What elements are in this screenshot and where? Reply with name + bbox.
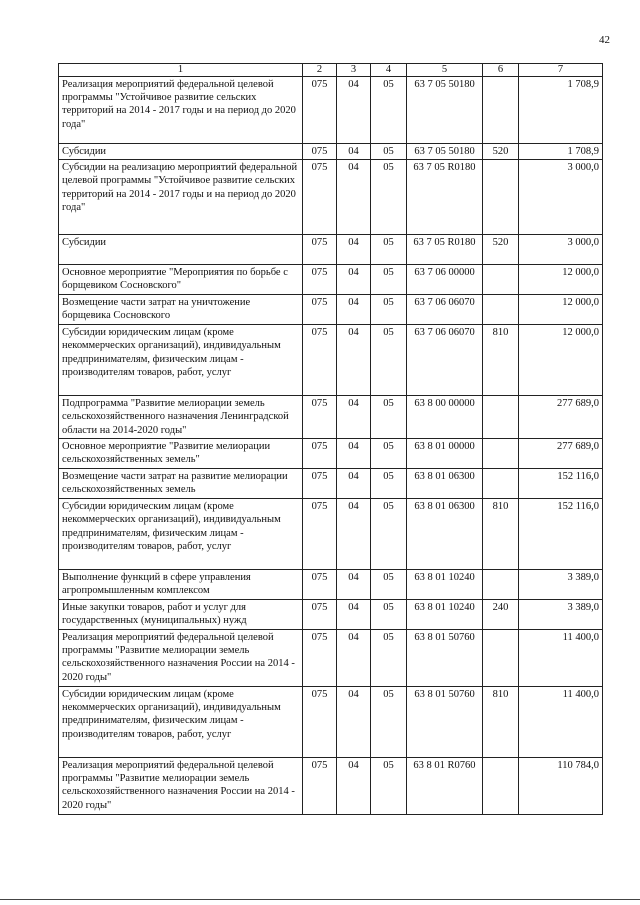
row-expense-type <box>483 294 519 324</box>
header-col-3: 3 <box>337 64 371 77</box>
row-chapter: 075 <box>303 468 337 498</box>
row-section: 04 <box>337 629 371 686</box>
table-row <box>59 629 603 686</box>
row-expense-type <box>483 439 519 469</box>
row-amount: 277 689,0 <box>519 395 603 438</box>
row-subsection: 05 <box>371 686 407 757</box>
row-name: Субсидии на реализацию мероприятий федеральной целевой программы "Устойчивое развитие сельских территорий на 2014 - 2017 годы и на период до 2020 года" <box>59 159 303 234</box>
scan-edge-line <box>0 899 640 900</box>
row-name: Реализация мероприятий федеральной целевой программы "Развитие мелиорации земель сельскохозяйственного назначения России на 2014 - 2020 годы" <box>59 757 303 814</box>
row-expense-type: 520 <box>483 143 519 159</box>
row-name: Основное мероприятие "Развитие мелиорации сельскохозяйственных земель" <box>59 439 303 469</box>
row-expense-type <box>483 264 519 294</box>
table-row <box>59 143 603 159</box>
row-expense-type: 810 <box>483 324 519 395</box>
row-target-code: 63 8 01 R0760 <box>407 757 483 814</box>
row-chapter: 075 <box>303 324 337 395</box>
row-expense-type <box>483 629 519 686</box>
row-target-code: 63 8 01 06300 <box>407 498 483 569</box>
row-name: Возмещение части затрат на развитие мелиорации сельскохозяйственных земель <box>59 468 303 498</box>
row-chapter: 075 <box>303 234 337 264</box>
row-amount: 277 689,0 <box>519 439 603 469</box>
row-chapter: 075 <box>303 599 337 629</box>
row-amount: 3 000,0 <box>519 159 603 234</box>
row-chapter: 075 <box>303 76 337 143</box>
row-subsection: 05 <box>371 234 407 264</box>
header-col-2: 2 <box>303 64 337 77</box>
row-name: Субсидии <box>59 143 303 159</box>
row-target-code: 63 7 06 06070 <box>407 294 483 324</box>
row-name: Основное мероприятие "Мероприятия по борьбе с борщевиком Сосновского" <box>59 264 303 294</box>
row-subsection: 05 <box>371 159 407 234</box>
row-section: 04 <box>337 294 371 324</box>
row-amount: 11 400,0 <box>519 686 603 757</box>
row-section: 04 <box>337 264 371 294</box>
row-section: 04 <box>337 686 371 757</box>
row-expense-type: 810 <box>483 686 519 757</box>
row-section: 04 <box>337 468 371 498</box>
row-expense-type: 240 <box>483 599 519 629</box>
row-target-code: 63 8 01 00000 <box>407 439 483 469</box>
row-name: Возмещение части затрат на уничтожение борщевика Сосновского <box>59 294 303 324</box>
table-row <box>59 686 603 757</box>
table-row <box>59 569 603 599</box>
row-target-code: 63 8 01 50760 <box>407 686 483 757</box>
row-target-code: 63 8 00 00000 <box>407 395 483 438</box>
row-subsection: 05 <box>371 324 407 395</box>
row-expense-type <box>483 468 519 498</box>
row-section: 04 <box>337 159 371 234</box>
row-target-code: 63 7 05 50180 <box>407 143 483 159</box>
table-row <box>59 439 603 469</box>
row-section: 04 <box>337 395 371 438</box>
row-chapter: 075 <box>303 569 337 599</box>
row-amount: 11 400,0 <box>519 629 603 686</box>
row-target-code: 63 7 05 50180 <box>407 76 483 143</box>
row-target-code: 63 7 06 00000 <box>407 264 483 294</box>
table-row <box>59 76 603 143</box>
row-expense-type <box>483 395 519 438</box>
table-row <box>59 159 603 234</box>
row-expense-type <box>483 569 519 599</box>
table-row <box>59 324 603 395</box>
row-chapter: 075 <box>303 686 337 757</box>
row-chapter: 075 <box>303 757 337 814</box>
row-amount: 3 389,0 <box>519 599 603 629</box>
row-target-code: 63 8 01 10240 <box>407 569 483 599</box>
table-row <box>59 264 603 294</box>
table-row <box>59 395 603 438</box>
table-row <box>59 599 603 629</box>
header-col-6: 6 <box>483 64 519 77</box>
row-name: Субсидии юридическим лицам (кроме некоммерческих организаций), индивидуальным предпринимателям, физическим лицам - производителям товаров, работ, услуг <box>59 498 303 569</box>
row-target-code: 63 8 01 10240 <box>407 599 483 629</box>
row-name: Субсидии юридическим лицам (кроме некоммерческих организаций), индивидуальным предпринимателям, физическим лицам - производителям товаров, работ, услуг <box>59 686 303 757</box>
row-name: Подпрограмма "Развитие мелиорации земель сельскохозяйственного назначения Ленинградской области на 2014-2020 годы" <box>59 395 303 438</box>
row-expense-type <box>483 757 519 814</box>
row-amount: 12 000,0 <box>519 324 603 395</box>
row-target-code: 63 7 05 R0180 <box>407 159 483 234</box>
row-section: 04 <box>337 324 371 395</box>
row-expense-type <box>483 76 519 143</box>
row-section: 04 <box>337 569 371 599</box>
row-subsection: 05 <box>371 264 407 294</box>
row-chapter: 075 <box>303 498 337 569</box>
table-row <box>59 757 603 814</box>
row-amount: 12 000,0 <box>519 294 603 324</box>
row-amount: 152 116,0 <box>519 498 603 569</box>
row-expense-type <box>483 159 519 234</box>
row-subsection: 05 <box>371 599 407 629</box>
budget-table <box>58 63 603 815</box>
row-subsection: 05 <box>371 294 407 324</box>
row-chapter: 075 <box>303 143 337 159</box>
row-section: 04 <box>337 439 371 469</box>
row-section: 04 <box>337 599 371 629</box>
row-name: Субсидии <box>59 234 303 264</box>
row-subsection: 05 <box>371 395 407 438</box>
header-col-1: 1 <box>59 64 303 77</box>
row-section: 04 <box>337 234 371 264</box>
header-col-7: 7 <box>519 64 603 77</box>
table-row <box>59 234 603 264</box>
header-col-5: 5 <box>407 64 483 77</box>
header-col-4: 4 <box>371 64 407 77</box>
row-subsection: 05 <box>371 143 407 159</box>
row-amount: 1 708,9 <box>519 143 603 159</box>
table-body <box>59 76 603 814</box>
row-chapter: 075 <box>303 294 337 324</box>
row-subsection: 05 <box>371 569 407 599</box>
row-subsection: 05 <box>371 757 407 814</box>
row-target-code: 63 7 05 R0180 <box>407 234 483 264</box>
table-row <box>59 498 603 569</box>
row-chapter: 075 <box>303 264 337 294</box>
row-amount: 12 000,0 <box>519 264 603 294</box>
row-name: Субсидии юридическим лицам (кроме некоммерческих организаций), индивидуальным предпринимателям, физическим лицам - производителям товаров, работ, услуг <box>59 324 303 395</box>
row-amount: 152 116,0 <box>519 468 603 498</box>
table-header-row <box>59 64 603 77</box>
row-subsection: 05 <box>371 629 407 686</box>
row-subsection: 05 <box>371 439 407 469</box>
row-chapter: 075 <box>303 439 337 469</box>
row-section: 04 <box>337 143 371 159</box>
row-subsection: 05 <box>371 76 407 143</box>
row-expense-type: 520 <box>483 234 519 264</box>
row-amount: 110 784,0 <box>519 757 603 814</box>
row-amount: 3 389,0 <box>519 569 603 599</box>
table-row <box>59 294 603 324</box>
row-chapter: 075 <box>303 159 337 234</box>
row-amount: 3 000,0 <box>519 234 603 264</box>
row-section: 04 <box>337 757 371 814</box>
row-subsection: 05 <box>371 498 407 569</box>
row-chapter: 075 <box>303 395 337 438</box>
row-target-code: 63 8 01 50760 <box>407 629 483 686</box>
row-chapter: 075 <box>303 629 337 686</box>
row-name: Выполнение функций в сфере управления агропромышленным комплексом <box>59 569 303 599</box>
row-section: 04 <box>337 498 371 569</box>
table-row <box>59 468 603 498</box>
row-name: Иные закупки товаров, работ и услуг для государственных (муниципальных) нужд <box>59 599 303 629</box>
row-subsection: 05 <box>371 468 407 498</box>
row-target-code: 63 8 01 06300 <box>407 468 483 498</box>
row-expense-type: 810 <box>483 498 519 569</box>
page-number: 42 <box>599 34 610 46</box>
row-amount: 1 708,9 <box>519 76 603 143</box>
row-target-code: 63 7 06 06070 <box>407 324 483 395</box>
row-name: Реализация мероприятий федеральной целевой программы "Развитие мелиорации земель сельскохозяйственного назначения России на 2014 - 2020 годы" <box>59 629 303 686</box>
row-name: Реализация мероприятий федеральной целевой программы "Устойчивое развитие сельских территорий на 2014 - 2017 годы и на период до 2020 года" <box>59 76 303 143</box>
row-section: 04 <box>337 76 371 143</box>
